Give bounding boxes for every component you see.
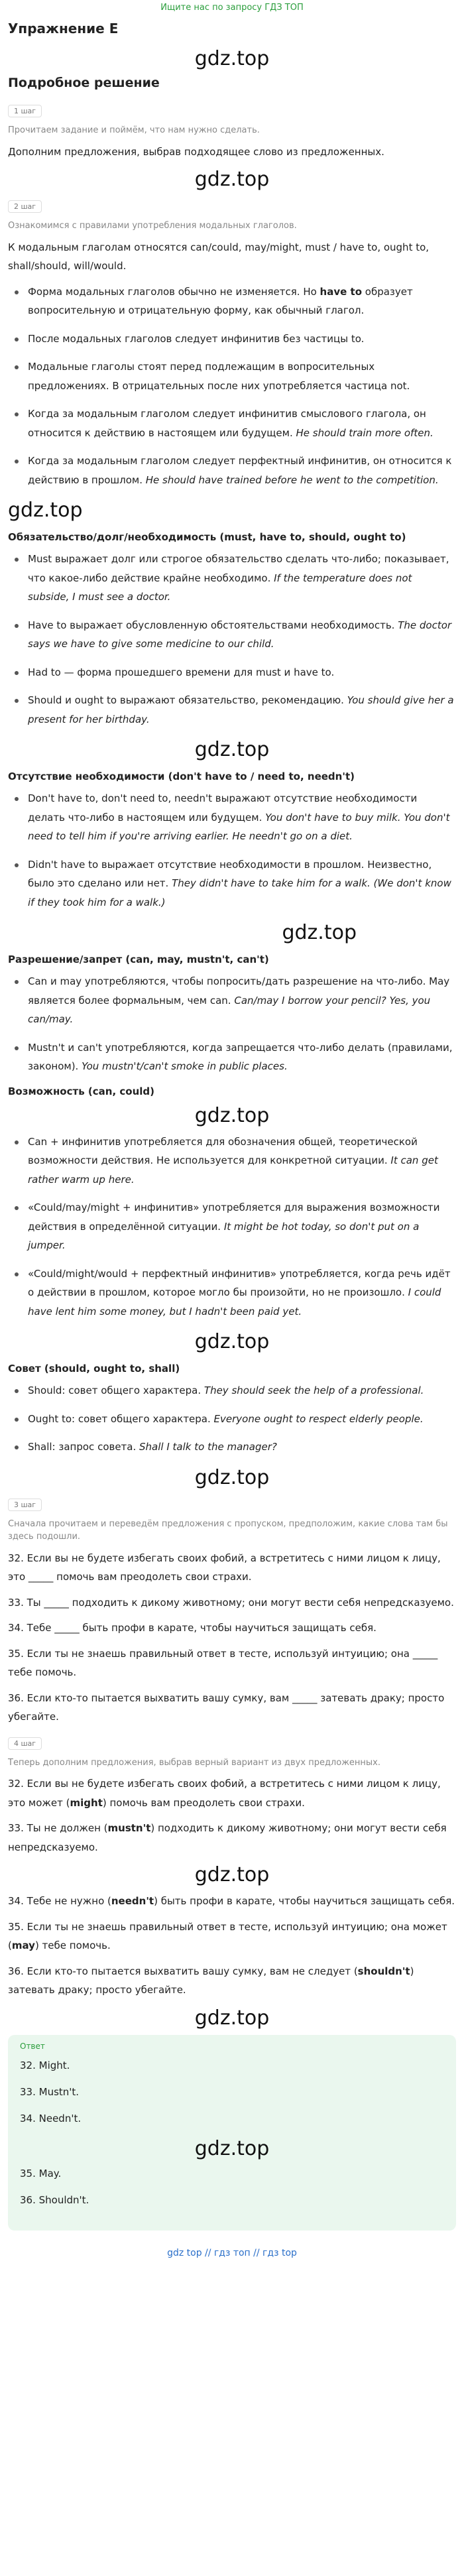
list-item: Should: совет общего характера. They should seek the help of a professional. — [8, 1381, 456, 1400]
section-title-obligation: Обязательство/долг/необходимость (must, have to, should, ought to) — [8, 531, 406, 543]
step-hint-2: Ознакомимся с правилами употребления модальных глаголов. — [8, 221, 297, 231]
watermark: gdz.top — [194, 1465, 270, 1489]
watermark: gdz.top — [194, 738, 270, 761]
list-item: Форма модальных глаголов обычно не изменяется. Но have to образует вопросительную и отрицательную форму, как обычный глагол. — [8, 282, 456, 320]
obligation-list — [8, 550, 456, 729]
advice-list — [8, 1381, 456, 1457]
solution-title: Подробное решение — [8, 76, 160, 90]
answer-item: 35. May. — [20, 2167, 62, 2179]
watermark: gdz.top — [194, 1103, 270, 1127]
step-badge-3: 3 шаг — [8, 1499, 42, 1511]
content — [0, 21, 464, 2231]
list-item: Shall: запрос совета. Shall I talk to the manager? — [8, 1438, 456, 1457]
watermark: gdz.top — [194, 47, 270, 70]
gap-sentence: 35. Если ты не знаешь правильный ответ в тесте, используй интуицию; она _____ тебе помочь. — [8, 1647, 438, 1678]
watermark: gdz.top — [194, 1863, 270, 1886]
step-hint-4: Теперь дополним предложения, выбрав верный вариант из двух предложенных. — [8, 1757, 380, 1768]
watermark: gdz.top — [194, 168, 270, 191]
watermark: gdz.top — [282, 921, 357, 944]
search-banner[interactable]: Ищите нас по запросу ГДЗ ТОП — [160, 3, 304, 13]
list-item: Ought to: совет общего характера. Everyone ought to respect elderly people. — [8, 1410, 456, 1429]
answer-item: 33. Mustn't. — [20, 2085, 80, 2098]
rules-list — [8, 282, 456, 490]
section-title-absence: Отсутствие необходимости (don't have to / need to, needn't) — [8, 770, 355, 782]
gap-sentence: 36. Если кто-то пытается выхватить вашу сумку, вам _____ затевать драку; просто убегайте. — [8, 1691, 445, 1723]
watermark: gdz.top — [194, 1330, 270, 1353]
possibility-list — [8, 1133, 456, 1321]
list-item: Had to — форма прошедшего времени для must и have to. — [8, 663, 456, 682]
list-item: Don't have to, don't need to, needn't выражают отсутствие необходимости делать что-либо в настоящем или будущем. You don't have to buy milk. You don't need to tell him if you're arriving earlier. He needn't go on a diet. — [8, 789, 456, 846]
list-item: Модальные глаголы стоят перед подлежащим в вопросительных предложениях. В отрицательных после них употребляется частица not. — [8, 357, 456, 395]
step-badge-2: 2 шаг — [8, 200, 42, 213]
list-item: Когда за модальным глаголом следует перфектный инфинитив, он относится к действию в прошлом. He should have trained before he went to the competition. — [8, 452, 456, 489]
filled-sentence: 35. Если ты не знаешь правильный ответ в тесте, используй интуицию; она может (may) тебе помочь. — [8, 1920, 447, 1951]
list-item: «Could/may/might + инфинитив» употребляется для выражения возможности действия в определённой ситуации. It might be hot today, so don't put on a jumper. — [8, 1198, 456, 1255]
list-item: Когда за модальным глаголом следует инфинитив смыслового глагола, он относится к действию в настоящем или будущем. He should train more often. — [8, 404, 456, 442]
section-title-possibility: Возможность (can, could) — [8, 1085, 154, 1097]
step-text-1: Дополним предложения, выбрав подходящее слово из предложенных. — [8, 145, 384, 158]
filled-sentence: 33. Ты не должен (mustn't) подходить к дикому животному; они могут вести себя непредсказуемо. — [8, 1822, 447, 1853]
step-hint-1: Прочитаем задание и поймём, что нам нужно сделать. — [8, 125, 260, 135]
list-item: Must выражает долг или строгое обязательство сделать что-либо; показывает, что какое-либо действие крайне необходимо. If the temperature does not subside, I must see a doctor. — [8, 550, 456, 607]
step-hint-3: Сначала прочитаем и переведём предложения с пропуском, предположим, какие слова там бы здесь подошли. — [8, 1518, 448, 1542]
list-item: Have to выражает обусловленную обстоятельствами необходимость. The doctor says we have to give some medicine to our child. — [8, 616, 456, 654]
list-item: Mustn't и can't употребляются, когда запрещается что-либо делать (правилами, законом). You mustn't/can't smoke in public places. — [8, 1038, 456, 1076]
watermark: gdz.top — [194, 2006, 270, 2030]
list-item: После модальных глаголов следует инфинитив без частицы to. — [8, 330, 456, 349]
answer-item: 34. Needn't. — [20, 2112, 82, 2124]
step-badge-4: 4 шаг — [8, 1737, 42, 1750]
list-item: Didn't have to выражает отсутствие необходимости в прошлом. Неизвестно, было это сделано или нет. They didn't have to take him for a walk. (We don't know if they took him for a walk.) — [8, 855, 456, 912]
answer-label: Ответ — [20, 2041, 45, 2051]
permission-list — [8, 972, 456, 1076]
answer-box — [8, 2035, 456, 2231]
gap-sentence: 32. Если вы не будете избегать своих фобий, а встретитесь с ними лицом к лицу, это _____ помочь вам преодолеть свои страхи. — [8, 1552, 441, 1583]
section-title-advice: Совет (should, ought to, shall) — [8, 1363, 180, 1375]
gap-sentence: 33. Ты _____ подходить к дикому животному; они могут вести себя непредсказуемо. — [8, 1596, 454, 1609]
page-title: Упражнение E — [8, 21, 119, 36]
watermark: gdz.top — [8, 499, 83, 522]
gap-sentence: 34. Тебе _____ быть профи в карате, чтобы научиться защищать себя. — [8, 1622, 377, 1634]
watermark: gdz.top — [194, 2136, 270, 2160]
answer-item: 32. Might. — [20, 2059, 70, 2071]
filled-sentence: 34. Тебе не нужно (needn't) быть профи в карате, чтобы научиться защищать себя. — [8, 1895, 455, 1907]
section-title-permission: Разрешение/запрет (can, may, mustn't, can't) — [8, 953, 269, 965]
filled-sentence: 32. Если вы не будете избегать своих фобий, а встретитесь с ними лицом к лицу, это может (might) помочь вам преодолеть свои страхи. — [8, 1778, 441, 1809]
step-badge-1: 1 шаг — [8, 105, 42, 117]
list-item: Can и may употребляются, чтобы попросить/дать разрешение на что-либо. May является более формальным, чем can. Can/may I borrow your pencil? Yes, you can/may. — [8, 972, 456, 1029]
modal-intro: К модальным глаголам относятся can/could, may/might, must / have to, ought to, shall/should, will/would. — [8, 241, 430, 272]
filled-sentence: 36. Если кто-то пытается выхватить вашу сумку, вам не следует (shouldn't) затевать драку; просто убегайте. — [8, 1965, 414, 1996]
footer-links[interactable]: gdz top // гдз топ // гдз top — [167, 2247, 297, 2258]
list-item: «Could/might/would + перфектный инфинитив» употребляется, когда речь идёт о действии в прошлом, которое могло бы произойти, но не произошло. I could have lent him some money, but I hadn't been paid yet. — [8, 1264, 456, 1321]
absence-list — [8, 789, 456, 912]
answer-item: 36. Shouldn't. — [20, 2193, 89, 2206]
list-item: Should и ought to выражают обязательство, рекомендацию. You should give her a present for her birthday. — [8, 691, 456, 729]
list-item: Can + инфинитив употребляется для обозначения общей, теоретической возможности действия. Не используется для конкретной ситуации. It can get rather warm up here. — [8, 1133, 456, 1190]
